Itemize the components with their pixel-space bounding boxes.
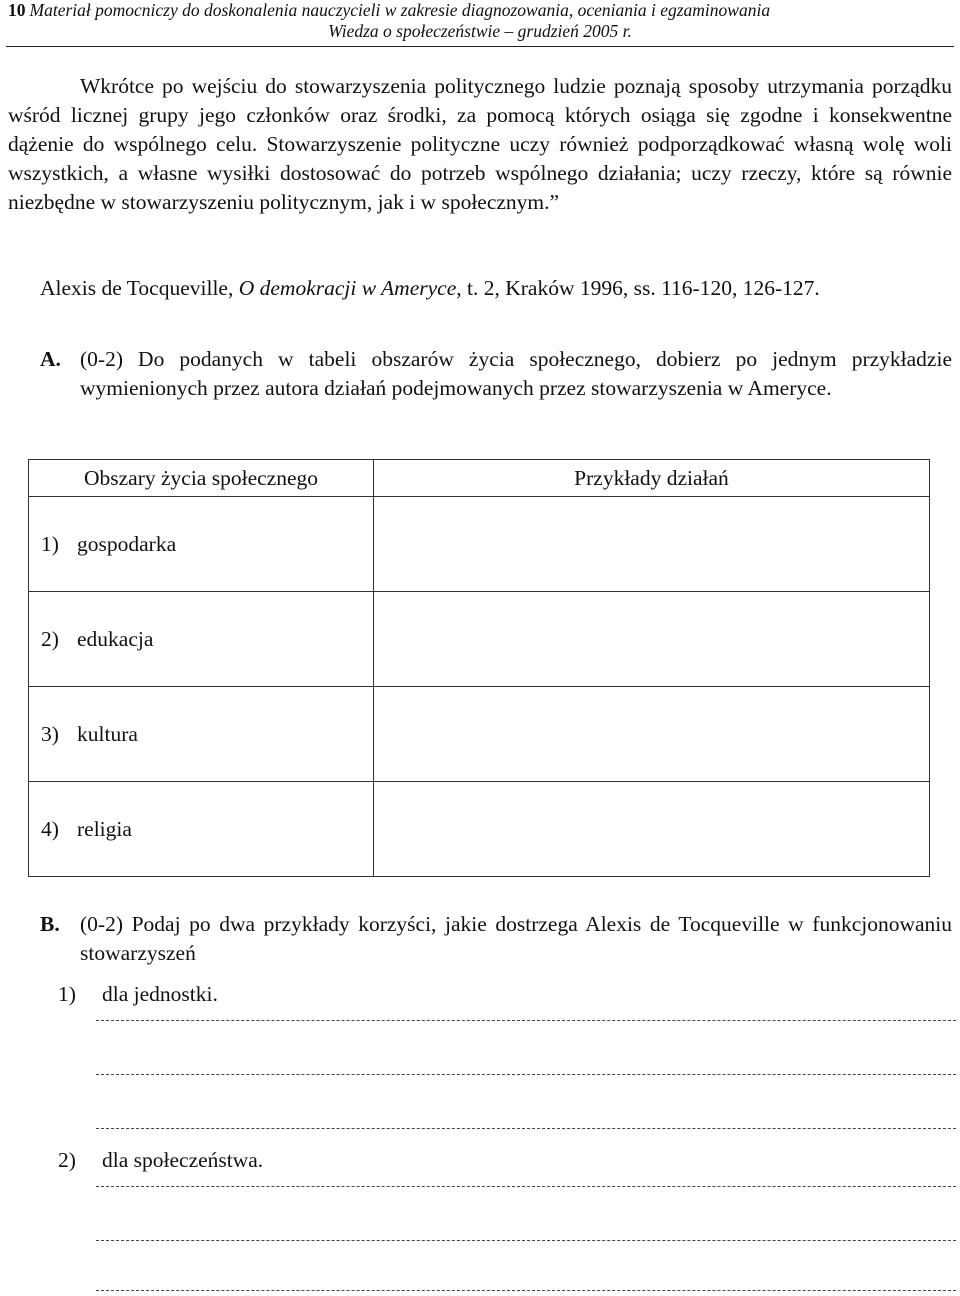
page-header (8, 0, 952, 42)
task-b (40, 910, 952, 968)
source-author: Alexis de Tocqueville, (40, 276, 239, 300)
row-number: 1) (29, 497, 72, 592)
item-label: dla jednostki. (102, 982, 218, 1006)
header-title: Materiał pomocniczy do doskonalenia nauczycieli w zakresie diagnozowania, oceniania i egzaminowania (29, 0, 771, 20)
answer-cell[interactable] (374, 782, 930, 877)
answer-line[interactable] (96, 1186, 956, 1187)
task-a-instruction: (0-2) Do podanych w tabeli obszarów życia społecznego, dobierz po jednym przykładzie wymienionych przez autora działań podejmowanych przez stowarzyszenia w Ameryce. (80, 347, 952, 400)
quote-source (40, 274, 950, 303)
answer-line[interactable] (96, 1074, 956, 1075)
answer-cell[interactable] (374, 592, 930, 687)
table-row (29, 592, 930, 687)
row-area: gospodarka (71, 497, 374, 592)
item-number: 2) (58, 1148, 76, 1172)
table-row (29, 497, 930, 592)
header-areas: Obszary życia społecznego (29, 460, 374, 497)
answer-line[interactable] (96, 1290, 956, 1291)
header-examples: Przykłady działań (374, 460, 930, 497)
task-b-instruction: (0-2) Podaj po dwa przykłady korzyści, jakie dostrzega Alexis de Tocqueville w funkcjonowaniu stowarzyszeń (80, 912, 952, 965)
item-label: dla społeczeństwa. (102, 1148, 264, 1172)
answer-line[interactable] (96, 1128, 956, 1129)
answer-line[interactable] (96, 1240, 956, 1241)
table-row (29, 687, 930, 782)
row-number: 2) (29, 592, 72, 687)
header-line-1 (8, 0, 952, 21)
row-number: 3) (29, 687, 72, 782)
task-a (40, 345, 952, 403)
row-area: kultura (71, 687, 374, 782)
quote-text: Wkrótce po wejściu do stowarzyszenia politycznego ludzie poznają sposoby utrzymania porządku wśród licznej grupy jego członków oraz środki, za pomocą których osiąga się zgodne i konsekwentne dążenie do wspólnego celu. Stowarzyszenie polityczne uczy również podporządkować własną wolę woli wszystkich, a własne wysiłki dostosować do potrzeb wspólnego działania; uczy rzeczy, które są równie niezbędne w stowarzyszeniu politycznym, jak i w społecznym.” (8, 74, 952, 214)
task-b-letter: B. (40, 912, 60, 936)
table-header-row (29, 460, 930, 497)
row-area: edukacja (71, 592, 374, 687)
page-number: 10 (8, 0, 26, 20)
table-row (29, 782, 930, 877)
answer-line[interactable] (96, 1020, 956, 1021)
source-details: , t. 2, Kraków 1996, ss. 116-120, 126-127. (456, 276, 820, 300)
item-number: 1) (58, 982, 76, 1006)
row-number: 4) (29, 782, 72, 877)
answer-table (28, 459, 930, 877)
answer-cell[interactable] (374, 497, 930, 592)
task-b-item-individual (58, 980, 218, 1009)
header-divider (6, 46, 954, 47)
task-b-item-society (58, 1146, 263, 1175)
header-subtitle: Wiedza o społeczeństwie – grudzień 2005 r. (328, 21, 632, 41)
task-a-letter: A. (40, 347, 61, 371)
source-title: O demokracji w Ameryce (238, 276, 457, 300)
answer-cell[interactable] (374, 687, 930, 782)
row-area: religia (71, 782, 374, 877)
quote-passage (8, 72, 952, 217)
